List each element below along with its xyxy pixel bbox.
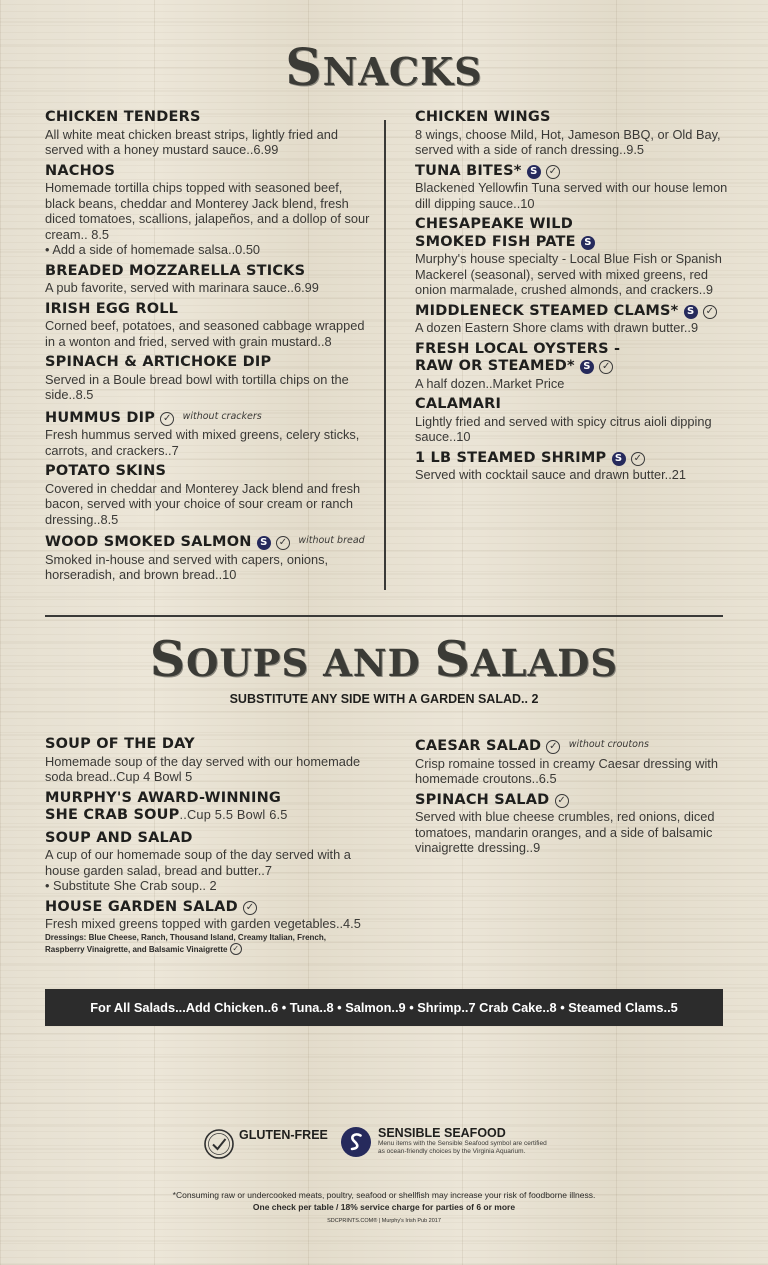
item-desc: Corned beef, potatoes, and seasoned cabbage wrapped in a wonton and fried, served with grain mustard..8: [45, 318, 365, 349]
item-name: SPINACH SALAD: [415, 791, 550, 808]
item-desc: Homemade soup of the day served with our homemade soda bread..Cup 4 Bowl 5: [45, 753, 361, 784]
column-divider: [384, 120, 386, 590]
menu-item-local-oysters: [415, 341, 735, 392]
menu-item-chicken-wings: [415, 109, 735, 158]
item-name: WOOD SMOKED SALMON: [45, 534, 252, 550]
item-desc: Homemade tortilla chips topped with seasoned beef, black beans, cheddar and Monterey Jack blend, fresh diced tomatoes, scallions, jalapeños, and a dollop of sour cream.. 8.5: [45, 180, 370, 242]
gluten-free-icon: ✓: [160, 412, 174, 426]
gluten-free-icon: ✓: [703, 305, 717, 319]
item-note: without crackers: [182, 410, 262, 422]
gluten-free-icon: ✓: [599, 360, 613, 374]
item-note: without croutons: [568, 739, 649, 750]
item-desc: A cup of our homemade soup of the day served with a house garden salad, bread and butter..7: [45, 847, 351, 878]
gluten-free-icon: ✓: [546, 165, 560, 179]
item-name: POTATO SKINS: [45, 463, 167, 479]
item-name: HOUSE GARDEN SALAD: [45, 898, 238, 915]
item-name-row: [45, 807, 375, 825]
item-price: ..Cup 5.5 Bowl 6.5: [179, 807, 288, 822]
sensible-seafood-icon: S: [612, 452, 626, 466]
item-desc: Served with blue cheese crumbles, red onions, diced tomatoes, mandarin oranges, and a side of balsamic vinaigrette dressing..9: [415, 809, 715, 855]
raw-food-warning: *Consuming raw or undercooked meats, poultry, seafood or shellfish may increase your risk of foodborne illness.: [172, 1190, 596, 1200]
gluten-free-icon: ✓: [546, 740, 560, 754]
menu-item-potato-skins: [45, 463, 375, 527]
item-desc: 8 wings, choose Mild, Hot, Jameson BBQ, or Old Bay, served with a side of ranch dressing..9.5: [415, 126, 721, 157]
item-name: SOUP OF THE DAY: [45, 736, 195, 752]
item-name: RAW OR STEAMED*: [415, 358, 575, 374]
menu-item-spinach-salad: [415, 792, 735, 856]
sensible-seafood-description: Menu items with the Sensible Seafood symbol are certified as ocean-friendly choices by the Virginia Aquarium.: [378, 1140, 547, 1155]
item-extra: • Add a side of homemade salsa..0.50: [45, 242, 261, 257]
item-desc: Fresh hummus served with mixed greens, celery sticks, carrots, and crackers..7: [45, 427, 360, 458]
item-name: CHICKEN WINGS: [415, 109, 551, 125]
item-desc: Blackened Yellowfin Tuna served with our house lemon dill dipping sauce..10: [415, 180, 728, 211]
soups-right-column: [415, 736, 735, 861]
gluten-free-icon: ✓: [555, 794, 569, 808]
dressings-list: [45, 932, 345, 955]
item-name: TUNA BITES*: [415, 162, 522, 179]
item-name: CALAMARI: [415, 396, 502, 412]
item-name-row: [45, 408, 375, 428]
item-name: NACHOS: [45, 162, 116, 179]
sensible-seafood-label: SENSIBLE SEAFOOD: [378, 1126, 506, 1140]
sensible-seafood-icon: S: [527, 165, 541, 179]
menu-item-nachos: [45, 163, 375, 258]
item-desc: All white meat chicken breast strips, lightly fried and served with a honey mustard sauce..6.99: [45, 126, 339, 157]
item-name: SHE CRAB SOUP: [45, 807, 180, 823]
soups-salads-title: SOUPS AND SALADS: [149, 630, 619, 688]
item-name: SPINACH & ARTICHOKE DIP: [45, 354, 272, 370]
menu-item-wood-smoked-salmon: [45, 532, 375, 583]
item-name: BREADED MOZZARELLA STICKS: [45, 262, 306, 279]
item-desc: Fresh mixed greens topped with garden vegetables..4.5: [45, 916, 361, 931]
item-name: FRESH LOCAL OYSTERS -: [415, 340, 621, 357]
item-desc: Covered in cheddar and Monterey Jack blend and fresh bacon, served with your choice of sour cream or ranch dressing..8.5: [45, 480, 361, 527]
gluten-free-icon: ✓: [243, 901, 257, 915]
legend-gluten-free: [203, 1126, 333, 1162]
item-name: HUMMUS DIP: [45, 409, 156, 426]
item-name-row: [45, 899, 375, 917]
sensible-seafood-icon: S: [580, 360, 594, 374]
item-name-row: [415, 303, 735, 321]
sensible-seafood-icon: S: [581, 236, 595, 250]
service-charge-policy: One check per table / 18% service charge for parties of 6 or more: [252, 1202, 516, 1212]
item-desc: A dozen Eastern Shore clams with drawn butter..9: [415, 320, 699, 335]
item-name-row: [45, 532, 375, 552]
item-name: IRISH EGG ROLL: [45, 300, 179, 317]
menu-item-spinach-artichoke-dip: [45, 354, 375, 403]
gluten-free-icon: ✓: [631, 452, 645, 466]
section-divider: [45, 615, 723, 617]
sensible-seafood-icon: S: [257, 536, 271, 550]
menu-item-steamed-clams: [415, 303, 735, 336]
item-extra: • Substitute She Crab soup.. 2: [45, 878, 217, 893]
snacks-title: SNACKS: [285, 38, 483, 97]
sensible-seafood-badge-icon: [340, 1126, 372, 1158]
item-note: without bread: [298, 535, 365, 546]
item-name: CHESAPEAKE WILD: [415, 216, 573, 232]
menu-item-irish-egg-roll: [45, 301, 375, 350]
item-name: MIDDLENECK STEAMED CLAMS*: [415, 302, 679, 319]
menu-item-mozzarella-sticks: [45, 263, 375, 296]
item-name-row: [415, 792, 735, 810]
item-name-row: [415, 736, 735, 756]
item-desc: Crisp romaine tossed in creamy Caesar dressing with homemade croutons..6.5: [415, 755, 718, 786]
dressings-text: Dressings: Blue Cheese, Ranch, Thousand Island, Creamy Italian, French, Raspberry Vinaigrette, and Balsamic Vinaigrette: [45, 932, 326, 954]
gluten-free-badge-icon: [203, 1128, 235, 1160]
item-name-row: [415, 234, 735, 252]
item-desc: Served with cocktail sauce and drawn butter..21: [415, 467, 687, 482]
item-desc: Smoked in-house and served with capers, onions, horseradish, and brown bread..10: [45, 551, 329, 582]
menu-item-hummus-dip: [45, 408, 375, 459]
soups-left-column: [45, 736, 375, 960]
menu-item-smoked-fish-pate: [415, 216, 735, 298]
item-name: 1 LB STEAMED SHRIMP: [415, 449, 607, 466]
menu-item-house-garden-salad: [45, 899, 375, 955]
item-desc: Lightly fried and served with spicy citrus aioli dipping sauce..10: [415, 413, 712, 444]
menu-item-steamed-shrimp: [415, 450, 735, 483]
menu-item-soup-and-salad: [45, 830, 375, 894]
legend-sensible-seafood: [340, 1124, 550, 1164]
soups-salads-subtitle: SUBSTITUTE ANY SIDE WITH A GARDEN SALAD.. 2: [229, 692, 539, 706]
menu-item-soup-of-the-day: [45, 736, 375, 785]
item-desc: Served in a Boule bread bowl with tortilla chips on the side..8.5: [45, 371, 349, 402]
menu-item-chicken-tenders: [45, 109, 375, 158]
item-desc: Murphy's house specialty - Local Blue Fish or Spanish Mackerel (seasonal), served with mixed greens, red onion marmalade, crushed almonds, and crackers..9: [415, 251, 722, 297]
gluten-free-icon: ✓: [276, 536, 290, 550]
item-desc: A pub favorite, served with marinara sauce..6.99: [45, 280, 319, 295]
item-desc: A half dozen..Market Price: [415, 375, 565, 391]
snacks-right-column: [415, 109, 735, 488]
menu-item-tuna-bites: [415, 163, 735, 212]
menu-item-calamari: [415, 396, 735, 445]
item-name-row: [415, 163, 735, 181]
sensible-seafood-icon: S: [684, 305, 698, 319]
item-name: SMOKED FISH PATE: [415, 233, 576, 250]
print-credit: SDCPRINTS.COM® | Murphy's Irish Pub 2017: [327, 1218, 441, 1224]
salad-add-ons-bar: For All Salads...Add Chicken..6 • Tuna..8 • Salmon..9 • Shrimp..7 Crab Cake..8 • Steamed Clams..5: [45, 989, 723, 1026]
menu-item-she-crab-soup: [45, 790, 375, 825]
item-name-row: [415, 450, 735, 468]
item-name: MURPHY'S AWARD-WINNING: [45, 789, 282, 806]
snacks-left-column: [45, 109, 375, 588]
item-name: CAESAR SALAD: [415, 738, 542, 754]
item-name: SOUP AND SALAD: [45, 829, 193, 846]
gluten-free-icon: ✓: [230, 943, 242, 955]
item-name: CHICKEN TENDERS: [45, 109, 201, 125]
gluten-free-label: GLUTEN-FREE: [239, 1128, 328, 1142]
menu-item-caesar-salad: [415, 736, 735, 787]
item-name-row: [415, 358, 735, 376]
